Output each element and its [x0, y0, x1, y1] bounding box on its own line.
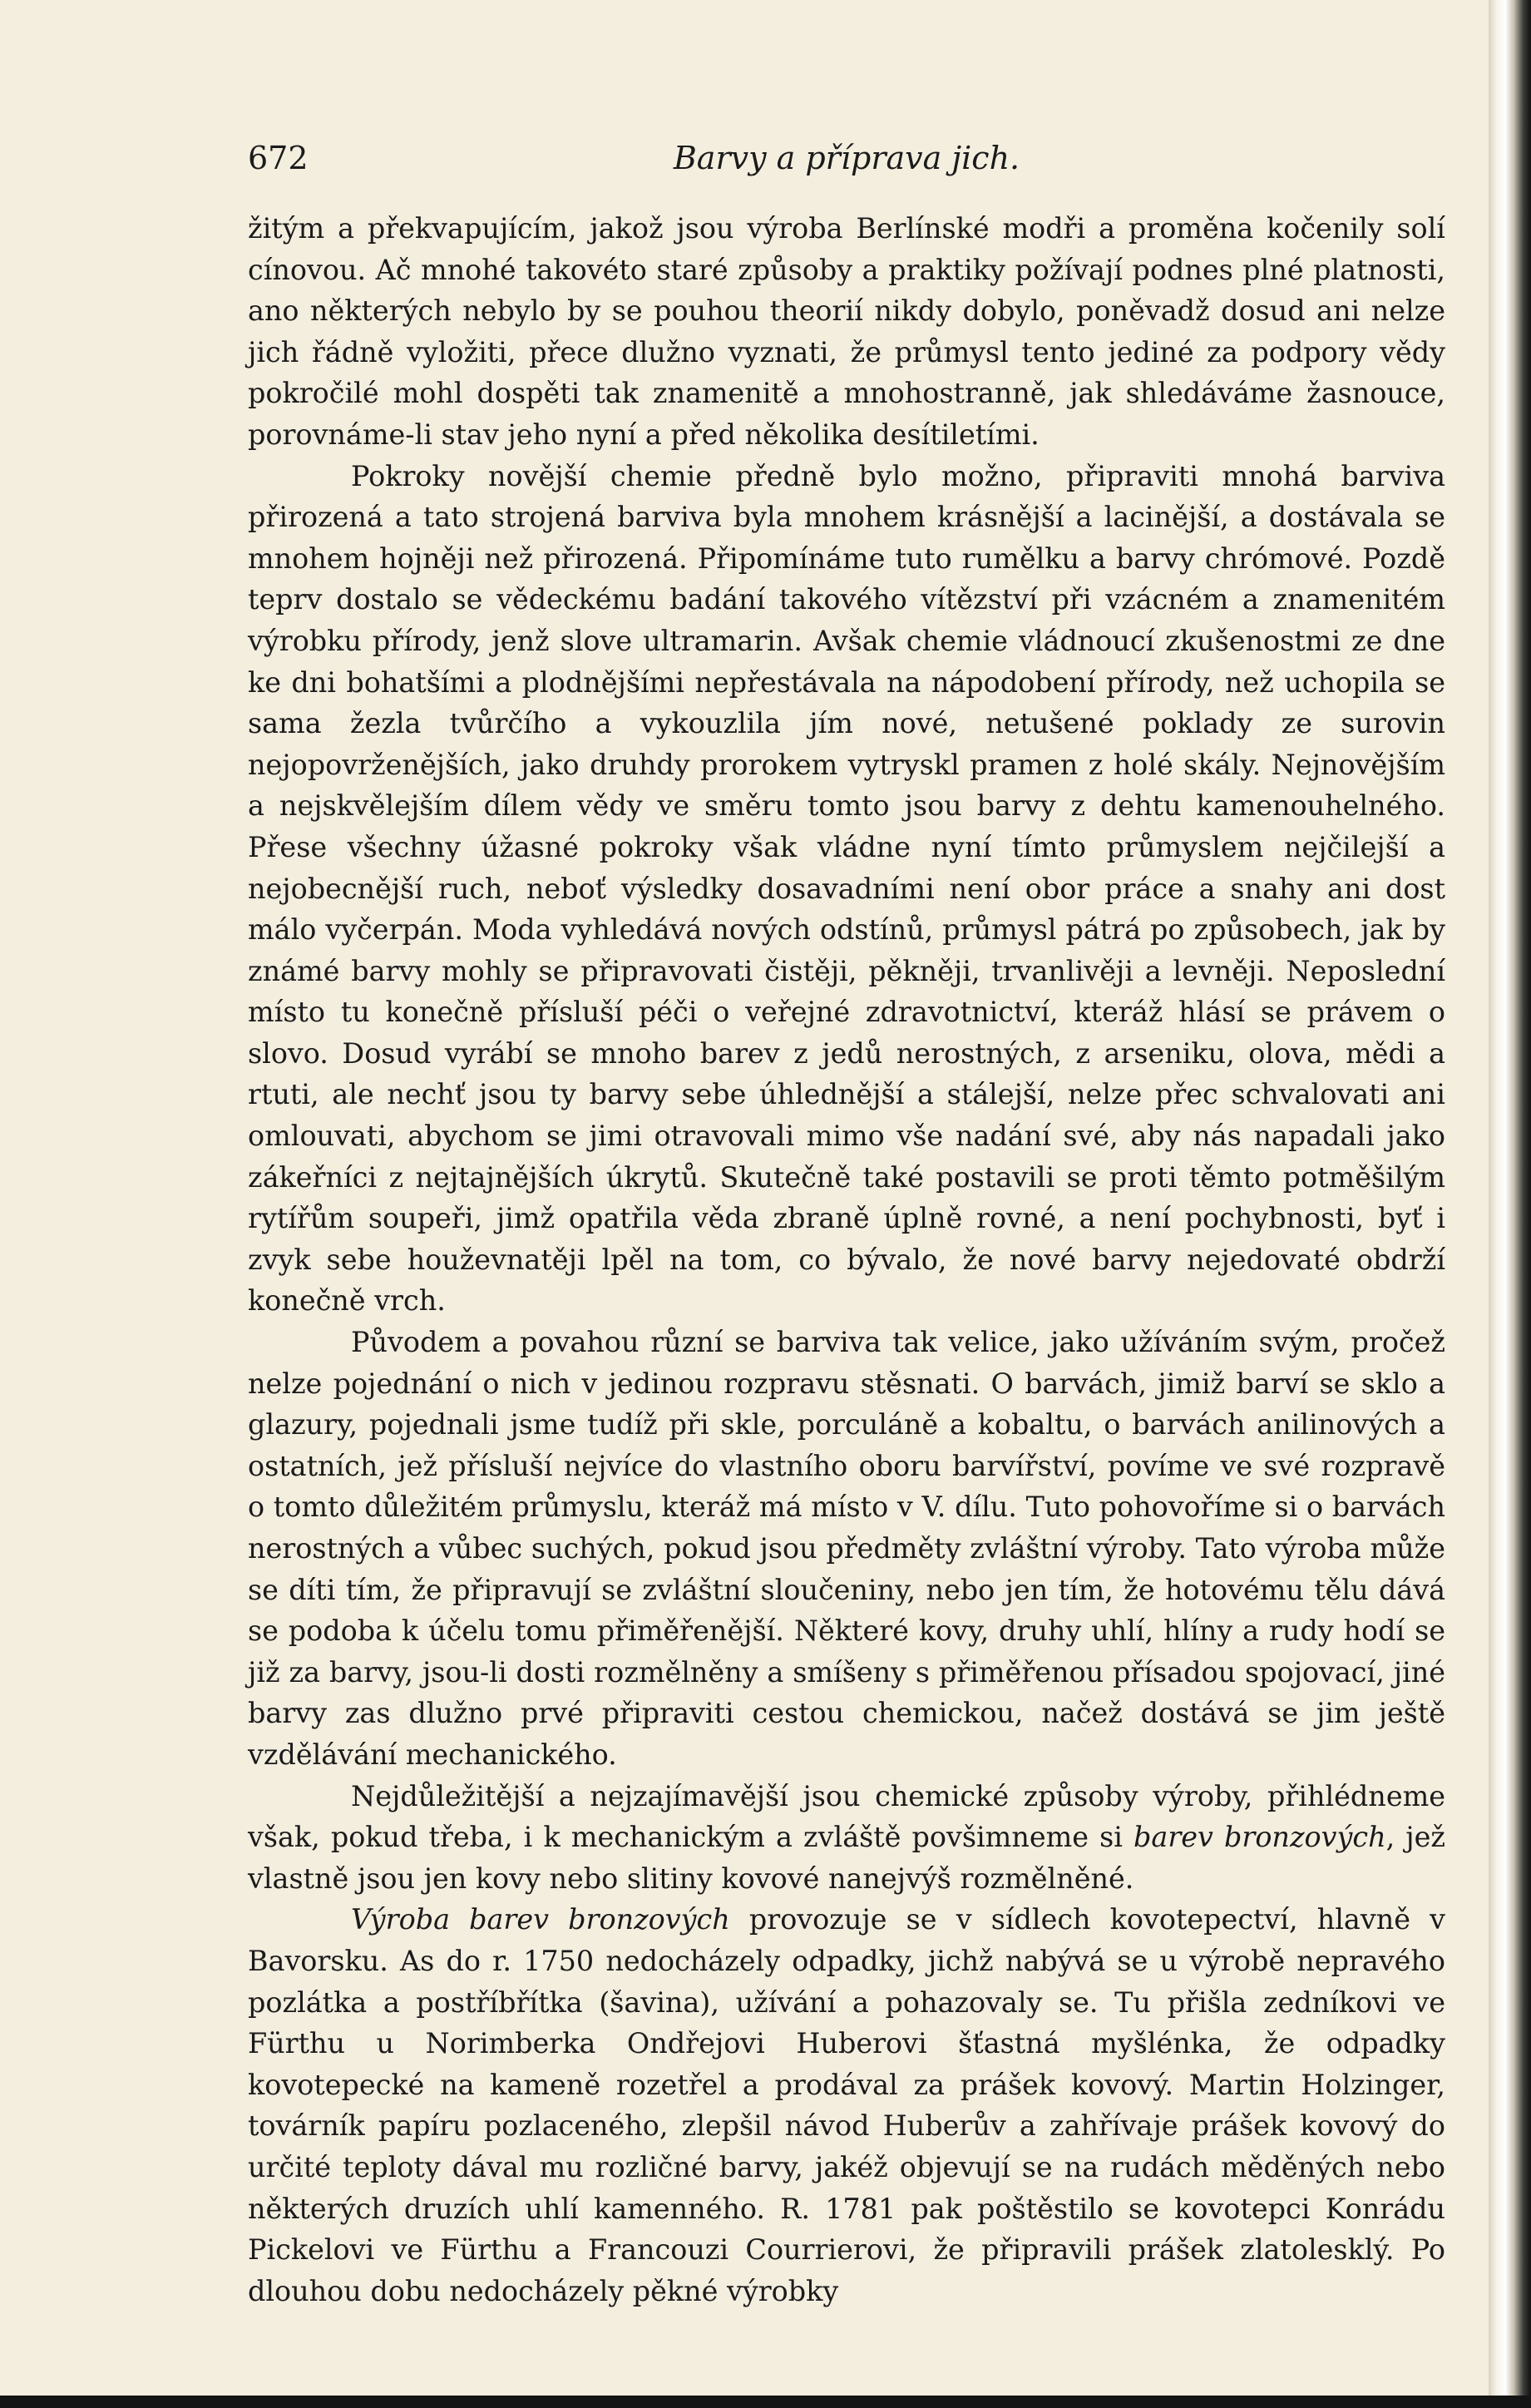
book-spine-edge [1489, 0, 1531, 2408]
page-header [248, 140, 1445, 181]
paragraph [248, 1322, 1445, 1776]
paragraph-text: Pokroky novější chemie předně bylo možno, připraviti mnohá barviva přirozená a tato strojená barviva byla mnohem krásnější a lacinější, a dostávala se mnohem hojněji než přirozená. Připomínáme tuto rumělku a barvy chrómové. Pozdě teprv dostalo se vědeckému badání takového vítězství při vzácném a znamenitém výrobku přírody, jenž slove ultramarin. Avšak chemie vládnoucí zkušenostmi ze dne ke dni bohatšími a plodnějšími nepřestávala na nápodobení přírody, než uchopila se sama žezla tvůrčího a vykouzlila jím nové, netušené poklady ze surovin nejopovrženějších, jako druhdy prorokem vytryskl pramen z holé skály. Nejnovějším a nejskvělejším dílem vědy ve směru tomto jsou barvy z dehtu kamenouhelného. Přese všechny úžasné pokroky však vládne nyní tímto průmyslem nejčilejší a nejobecnější ruch, neboť výsledky dosavadními není obor práce a snahy ani dost málo vyčerpán. Moda vyhledává nových odstínů, průmysl pátrá po způsobech, jak by známé barvy mohly se připravovati čistěji, pěkněji, trvanlivěji a levněji. Neposlední místo tu konečně přísluší péči o veřejné zdravotnictví, kteráž hlásí se právem o slovo. Dosud vyrábí se mnoho barev z jedů nerostných, z arseniku, olova, mědi a rtuti, ale nechť jsou ty barvy sebe úhlednější a stálejší, nelze přec schvalovati ani omlouvati, abychom se jimi otravovali mimo vše nadání své, aby nás napadali jako zákeřníci z nejtajnějších úkrytů. Skutečně také postavili se proti těmto potměšilým rytířům soupeři, jimž opatřila věda zbraně úplně rovné, a není pochybnosti, byť i zvyk sebe houževnatěji lpěl na tom, co bývalo, že nové barvy nejedovaté obdrží konečně vrch. [248, 459, 1445, 1318]
paragraph-text: , jež vlastně jsou jen kovy nebo slitiny kovové nanejvýš rozmělněné. [248, 1821, 1445, 1895]
paragraph-text: žitým a překvapujícím, jakož jsou výroba Berlínské modři a proměna kočenily solí cínovou. Ač mnohé takovéto staré způsoby a praktiky požívají podnes plné platnosti, ano některých nebylo by se pouhou theorií nikdy dobylo, poněvadž dosud ani nelze jich řádně vyložiti, přece dlužno vyznati, že průmysl tento jediné za podpory vědy pokročilé mohl dospěti tak znamenitě a mnohostranně, jak shledáváme žasnouce, porovnáme-li stav jeho nyní a před několika desítiletími. [248, 212, 1445, 451]
body-text [248, 208, 1445, 2312]
paragraph [248, 208, 1445, 456]
italic-term: Výroba barev bronzových [351, 1903, 730, 1936]
running-title: Barvy a příprava jich. [673, 140, 1020, 176]
paragraph-text: Původem a povahou různí se barviva tak velice, jako užíváním svým, pročež nelze pojednání o nich v jedinou rozpravu stěsnati. O barvách, jimiž barví se sklo a glazury, pojednali jsme tudíž při skle, porculáně a kobaltu, o barvách anilinových a ostatních, jež přísluší nejvíce do vlastního oboru barvířství, povíme ve své rozpravě o tomto důležitém průmyslu, kteráž má místo v V. dílu. Tuto pohovoříme si o barvách nerostných a vůbec suchých, pokud jsou předměty zvláštní výroby. Tato výroba může se díti tím, že připravují se zvláštní sloučeniny, nebo jen tím, že hotovému tělu dává se podoba k účelu tomu přiměřenější. Některé kovy, druhy uhlí, hlíny a rudy hodí se již za barvy, jsou-li dosti rozmělněny a smíšeny s přiměřenou přísadou spojovací, jiné barvy zas dlužno prvé připraviti cestou chemickou, načež dostává se jim ještě vzdělávání mechanického. [248, 1326, 1445, 1771]
paragraph [248, 1776, 1445, 1900]
paragraph [248, 456, 1445, 1322]
paragraph-text: Nejdůležitější a nejzajímavější jsou chemické způsoby výroby, přihlédneme však, pokud třeba, i k mechanickým a zvláště povšimneme si [248, 1779, 1445, 1854]
scan-bottom-edge [0, 2396, 1531, 2408]
paragraph-text: provozuje se v sídlech kovotepectví, hlavně v Bavorsku. As do r. 1750 nedocházely odpadky, jichž nabývá se u výrobě nepravého pozlátka a postříbřítka (šavina), užívání a pohazovaly se. Tu přišla zedníkovi ve Fürthu u Norimberka Ondřejovi Huberovi šťastná myšlénka, že odpadky kovotepecké na kameně rozetřel a prodával za prášek kovový. Martin Holzinger, továrník papíru pozlaceného, zlepšil návod Huberův a zahřívaje prášek kovový do určité teploty dával mu rozličné barvy, jakéž objevují se na rudách měděných nebo některých druzích uhlí kamenného. R. 1781 pak poštěstilo se kovotepci Konrádu Pickelovi ve Fürthu a Francouzi Courrierovi, že připravili prášek zlatolesklý. Po dlouhou dobu nedocházely pěkné výrobky [248, 1903, 1445, 2307]
paragraph [248, 1899, 1445, 2312]
italic-term: barev bronzových [1133, 1821, 1386, 1854]
page-number: 672 [248, 140, 309, 176]
